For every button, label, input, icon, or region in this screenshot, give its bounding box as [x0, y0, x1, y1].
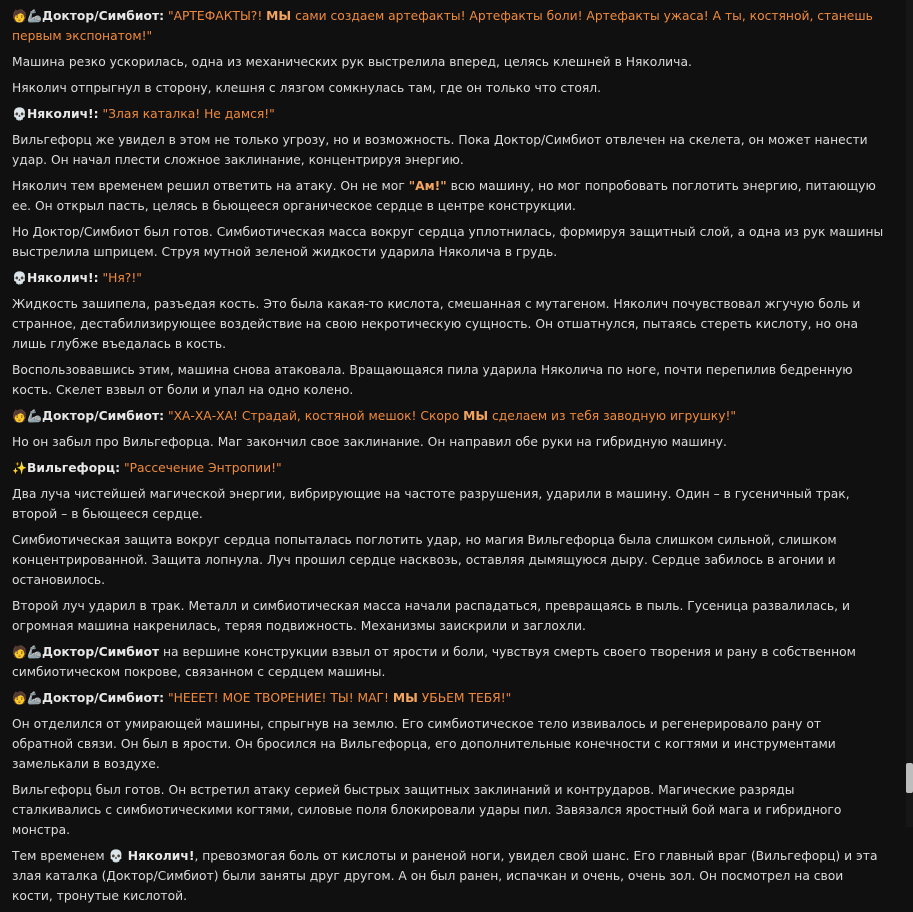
quote-text: УБЬЕМ ТЕБЯ!"	[417, 691, 512, 705]
sparkles-icon: ✨	[12, 461, 27, 475]
message-text: Он отделился от умирающей машины, спрыгнув на землю. Его симбиотическое тело извивалось и регенерировало рану от обратной связи. Он был в ярости. Он бросился на Вильгефорца, его дополнительные конечности с когтями и инструментами замелькали в воздухе.	[12, 717, 836, 771]
narration-paragraph	[12, 360, 884, 400]
speech-line	[12, 458, 884, 478]
narration-paragraph	[12, 432, 884, 452]
speech-line	[12, 104, 884, 124]
message-text: Няколич отпрыгнул в сторону, клешня с лязгом сомкнулась там, где он только что стоял.	[12, 81, 602, 95]
speaker-name: Няколич!	[123, 849, 195, 863]
quote-text: "НЕЕЕТ! МОЕ ТВОРЕНИЕ! ТЫ! МАГ!	[167, 691, 393, 705]
narration-paragraph	[12, 530, 884, 590]
robot-arm-icon: 🦾	[27, 645, 42, 659]
message-text: Тем временем	[12, 849, 109, 863]
robot-arm-icon: 🦾	[27, 9, 42, 23]
emphasis-text: МЫ	[392, 691, 418, 705]
face-icon: 🧑	[12, 691, 27, 705]
message-text: Вильгефорц был готов. Он встретил атаку серией быстрых защитных заклинаний и контрударов. Магические разряды сталкивались с симбиотическими когтями, силовые поля блокировали удары пил. Завязался яростный бой мага и гибридного монстра.	[12, 783, 842, 837]
message-text: , превозмогая боль от кислоты и раненой ноги, увидел свой шанс. Его главный враг (Вильгефорц) и эта злая каталка (Доктор/Симбиот) были заняты друг другом. А он был ранен, испачкан и очень, очень зол. Он посмотрел на свои кости, тронутые кислотой.	[12, 849, 878, 903]
narration-paragraph	[12, 484, 884, 524]
skull-icon: 💀	[12, 271, 27, 285]
narration-paragraph	[12, 176, 884, 216]
message-text: Но он забыл про Вильгефорца. Маг закончил свое заклинание. Он направил обе руки на гибридную машину.	[12, 435, 727, 449]
scroll-thumb[interactable]	[906, 763, 913, 793]
speaker-name: Доктор/Симбиот:	[42, 9, 165, 23]
narration-paragraph	[12, 846, 884, 906]
speaker-name: Доктор/Симбиот:	[42, 691, 165, 705]
speech-line	[12, 268, 884, 288]
quote-text: "ХА-ХА-ХА! Страдай, костяной мешок! Скоро	[167, 409, 464, 423]
narration-paragraph	[12, 714, 884, 774]
speech-line	[12, 642, 884, 682]
message-text: на вершине конструкции взвыл от ярости и боли, чувствуя смерть своего творения и рану в собственном симбиотическом покрове, связанном с сердцем машины.	[12, 645, 856, 679]
quote-text: "Рассечение Энтропии!"	[123, 461, 282, 475]
emphasis-text: "Ам!"	[408, 179, 447, 193]
speaker-name: Няколич!:	[27, 271, 99, 285]
chat-log	[12, 6, 884, 912]
message-text: Воспользовавшись этим, машина снова атаковала. Вращающаяся пила ударила Няколича по ноге, почти перепилив бедренную кость. Скелет взвыл от боли и упал на одно колено.	[12, 363, 853, 397]
robot-arm-icon: 🦾	[27, 409, 42, 423]
message-text: Няколич тем временем решил ответить на атаку. Он не мог	[12, 179, 409, 193]
robot-arm-icon: 🦾	[27, 691, 42, 705]
speaker-name: Няколич!:	[27, 107, 99, 121]
narration-paragraph	[12, 294, 884, 354]
quote-text: "АРТЕФАКТЫ?!	[167, 9, 267, 23]
face-icon: 🧑	[12, 9, 27, 23]
quote-text: сделаем из тебя заводную игрушку!"	[488, 409, 737, 423]
message-text: Второй луч ударил в трак. Металл и симбиотическая масса начали распадаться, превращаясь в пыль. Гусеница развалилась, и огромная машина накренилась, теряя подвижность. Механизмы заискрили и заглохли.	[12, 599, 850, 633]
speaker-name: Вильгефорц:	[27, 461, 121, 475]
narration-paragraph	[12, 222, 884, 262]
speech-line	[12, 406, 884, 426]
face-icon: 🧑	[12, 645, 27, 659]
scrollbar[interactable]	[906, 0, 913, 827]
quote-text: сами создаем артефакты! Артефакты боли! Артефакты ужаса! А ты, костяной, станешь первым экспонатом!"	[12, 9, 873, 43]
speaker-name: Доктор/Симбиот	[42, 645, 160, 659]
narration-paragraph	[12, 596, 884, 636]
message-text: Вильгефорц же увидел в этом не только угрозу, но и возможность. Пока Доктор/Симбиот отвлечен на скелета, он может нанести удар. Он начал плести сложное заклинание, концентрируя энергию.	[12, 133, 868, 167]
emphasis-text: МЫ	[463, 409, 489, 423]
narration-paragraph	[12, 130, 884, 170]
quote-text: "Злая каталка! Не дамся!"	[102, 107, 275, 121]
skull-icon: 💀	[12, 107, 27, 121]
speech-line	[12, 6, 884, 46]
message-text: Жидкость зашипела, разъедая кость. Это была какая-то кислота, смешанная с мутагеном. Няколич почувствовал жгучую боль и странное, дестабилизирующее воздействие на свою некротическую сущность. Он отшатнулся, пытаясь стереть кислоту, но она лишь глубже въедалась в кость.	[12, 297, 861, 351]
skull-icon: 💀	[108, 849, 124, 863]
message-text: Два луча чистейшей магической энергии, вибрирующие на частоте разрушения, ударили в машину. Один – в гусеничный трак, второй – в бьющееся сердце.	[12, 487, 850, 521]
quote-text: "Ня?!"	[102, 271, 142, 285]
narration-paragraph	[12, 780, 884, 840]
speech-line	[12, 688, 884, 708]
speaker-name: Доктор/Симбиот:	[42, 409, 165, 423]
message-text: Симбиотическая защита вокруг сердца попыталась поглотить удар, но магия Вильгефорца была слишком сильной, слишком концентрированной. Защита лопнула. Луч прошил сердце насквозь, оставляя дымящуюся дыру. Сердце забилось в агонии и остановилось.	[12, 533, 837, 587]
face-icon: 🧑	[12, 409, 27, 423]
narration-paragraph	[12, 78, 884, 98]
message-text: Но Доктор/Симбиот был готов. Симбиотическая масса вокруг сердца уплотнилась, формируя защитный слой, а одна из рук машины выстрелила шприцем. Струя мутной зеленой жидкости ударила Няколича в грудь.	[12, 225, 884, 259]
narration-paragraph	[12, 52, 884, 72]
message-text: всю машину, но мог попробовать поглотить энергию, питающую ее. Он открыл пасть, целясь в бьющееся органическое сердце в центре конструкции.	[12, 179, 876, 213]
emphasis-text: МЫ	[266, 9, 292, 23]
message-text: Машина резко ускорилась, одна из механических рук выстрелила вперед, целясь клешней в Няколича.	[12, 55, 692, 69]
